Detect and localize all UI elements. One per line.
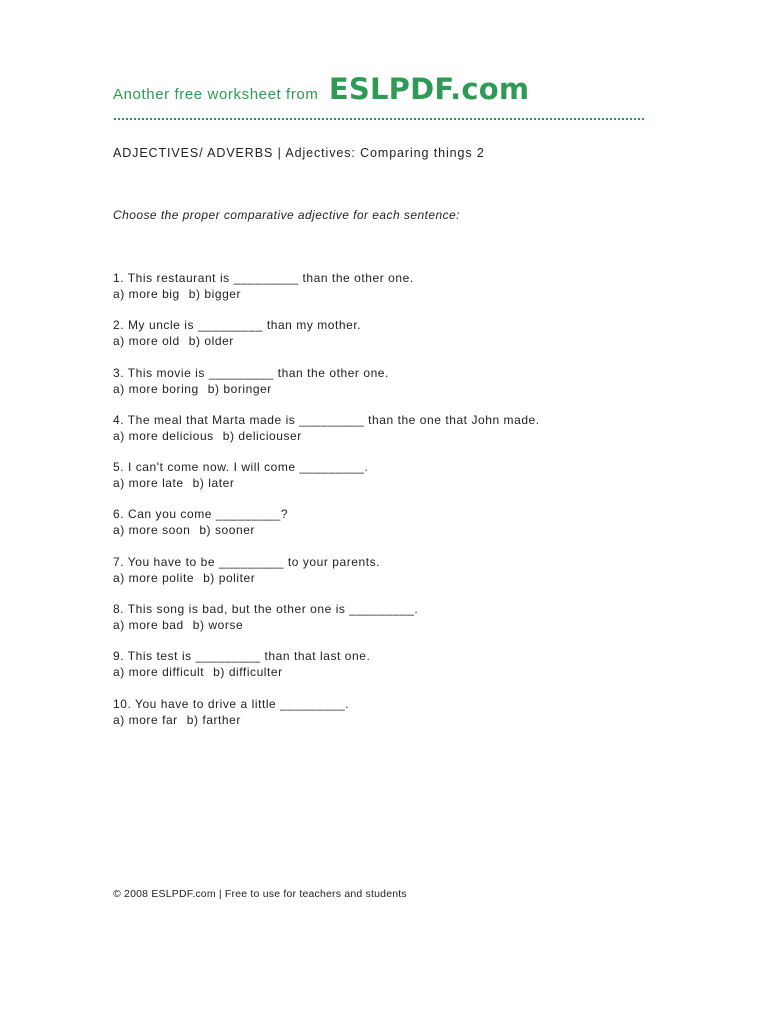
option-b: b) sooner (199, 523, 255, 538)
option-a: a) more big (113, 287, 180, 301)
question-item (113, 554, 673, 601)
question-item (113, 648, 673, 695)
answer-options (113, 664, 673, 680)
question-item (113, 317, 673, 364)
option-b: b) bigger (188, 287, 242, 301)
answer-options (113, 570, 673, 586)
option-b: b) farther (186, 712, 241, 727)
question-item (113, 696, 673, 743)
question-prompt: 10. You have to drive a little _________. (113, 696, 350, 711)
option-a: a) more delicious (113, 428, 214, 443)
answer-options (113, 475, 673, 491)
option-b: b) worse (192, 618, 244, 633)
question-prompt: 8. This song is bad, but the other one is _________. (113, 602, 419, 617)
answer-options (113, 522, 673, 538)
question-prompt: 1. This restaurant is _________ than the other one. (113, 271, 414, 285)
copyright-footer: © 2008 ESLPDF.com | Free to use for teachers and students (113, 888, 407, 900)
question-prompt: 7. You have to be _________ to your parents. (113, 554, 381, 569)
question-item (113, 412, 673, 459)
option-b: b) deliciouser (222, 428, 302, 443)
question-prompt: 2. My uncle is _________ than my mother. (113, 318, 362, 333)
answer-options (113, 286, 673, 302)
question-item (113, 270, 673, 317)
option-b: b) boringer (207, 381, 272, 396)
question-item (113, 365, 673, 412)
answer-options (113, 617, 673, 633)
option-b: b) politer (203, 570, 256, 585)
worksheet-header (113, 72, 529, 106)
option-b: b) later (192, 476, 235, 491)
subject-line: ADJECTIVES/ ADVERBS | Adjectives: Comparing things 2 (113, 146, 485, 160)
question-prompt: 6. Can you come _________? (113, 507, 289, 522)
option-a: a) more bad (113, 618, 184, 633)
header-divider (114, 118, 644, 120)
question-prompt: 3. This movie is _________ than the other one. (113, 365, 389, 380)
question-prompt: 9. This test is _________ than that last one. (113, 649, 371, 664)
option-b: b) difficulter (213, 665, 283, 680)
option-b: b) older (188, 334, 234, 349)
brand-logo-text: ESLPDF.com (328, 72, 530, 106)
option-a: a) more difficult (113, 665, 205, 680)
question-prompt: 5. I can't come now. I will come _________. (113, 460, 369, 475)
question-list (113, 270, 673, 743)
instruction-text: Choose the proper comparative adjective for each sentence: (113, 208, 460, 222)
option-a: a) more far (113, 712, 178, 727)
answer-options (113, 428, 673, 444)
answer-options (113, 712, 673, 728)
header-tagline: Another free worksheet from (113, 86, 319, 103)
question-item (113, 459, 673, 506)
answer-options (113, 381, 673, 397)
option-a: a) more polite (113, 570, 195, 585)
question-item (113, 601, 673, 648)
question-item (113, 506, 673, 553)
answer-options (113, 333, 673, 349)
question-prompt: 4. The meal that Marta made is _________ than the one that John made. (113, 412, 540, 427)
option-a: a) more old (113, 334, 180, 349)
option-a: a) more boring (113, 381, 199, 396)
option-a: a) more late (113, 476, 184, 491)
option-a: a) more soon (113, 523, 191, 538)
